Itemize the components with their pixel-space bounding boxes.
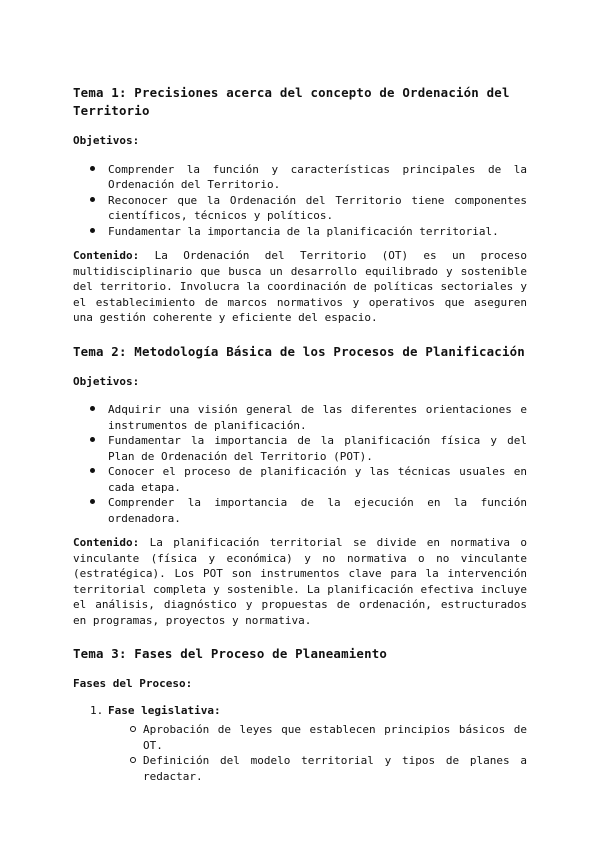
list-item: 1. Fase legislativa: Aprobación de leyes que establecen principios básicos de OT. Definición del modelo territorial y tipos de planes a redactar.	[90, 703, 527, 783]
tema2-objetivos-list	[73, 402, 527, 526]
list-number: 1.	[90, 703, 104, 717]
tema1-title: Tema 1: Precisiones acerca del concepto de Ordenación del Territorio	[73, 85, 510, 118]
circle-bullet-icon	[130, 757, 136, 763]
bullet-icon	[90, 197, 95, 202]
tema1-contenido: Contenido: La Ordenación del Territorio (OT) es un proceso multidisciplinario que busca un desarrollo equilibrado y sostenible del territorio. Involucra la coordinación de políticas sectoriales y el establecimiento de marcos normativos y operativos que aseguren una gestión coherente y eficiente del espacio.	[73, 249, 527, 324]
document-body	[73, 84, 527, 784]
bullet-icon	[90, 166, 95, 171]
tema2-objetivos-label: Objetivos:	[73, 374, 140, 388]
tema3-fases-label: Fases del Proceso:	[73, 677, 193, 690]
list-item: Comprender la función y características principales de la Ordenación del Territorio.	[73, 162, 527, 193]
bullet-icon	[90, 406, 95, 411]
list-item: Fundamentar la importancia de la planificación física y del Plan de Ordenación del Territorio (POT).	[73, 433, 527, 464]
fase-items	[108, 722, 527, 784]
tema1-objetivos-label: Objetivos:	[73, 134, 140, 147]
list-item: Definición del modelo territorial y tipos de planes a redactar.	[108, 753, 527, 784]
list-item: Comprender la importancia de la ejecución en la función ordenadora.	[73, 495, 527, 526]
bullet-icon	[90, 228, 95, 233]
bullet-icon	[90, 437, 95, 442]
bullet-icon	[90, 499, 95, 504]
fase-name: Fase legislativa	[108, 703, 214, 717]
tema2-title: Tema 2: Metodología Básica de los Procesos de Planificación	[73, 343, 525, 359]
list-item: Reconocer que la Ordenación del Territorio tiene componentes científicos, técnicos y políticos.	[73, 193, 527, 224]
circle-bullet-icon	[130, 726, 136, 732]
list-item: Aprobación de leyes que establecen principios básicos de OT.	[108, 722, 527, 753]
tema3-title: Tema 3: Fases del Proceso de Planeamiento	[73, 646, 388, 661]
list-item: Conocer el proceso de planificación y las técnicas usuales en cada etapa.	[73, 464, 527, 495]
tema2-contenido: Contenido: La planificación territorial se divide en normativa o vinculante (física y económica) y no normativa o no vinculante (estratégica). Los POT son instrumentos clave para la intervención territorial completa y sostenible. La planificación efectiva incluye el análisis, diagnóstico y propuestas de ordenación, estructurados en programas, proyectos y normativa.	[73, 536, 527, 627]
list-item: Adquirir una visión general de las diferentes orientaciones e instrumentos de planificación.	[73, 402, 527, 433]
list-item: Fundamentar la importancia de la planificación territorial.	[73, 224, 527, 240]
bullet-icon	[90, 468, 95, 473]
tema3-fases-list	[73, 703, 527, 785]
tema1-objetivos-list	[73, 162, 527, 240]
